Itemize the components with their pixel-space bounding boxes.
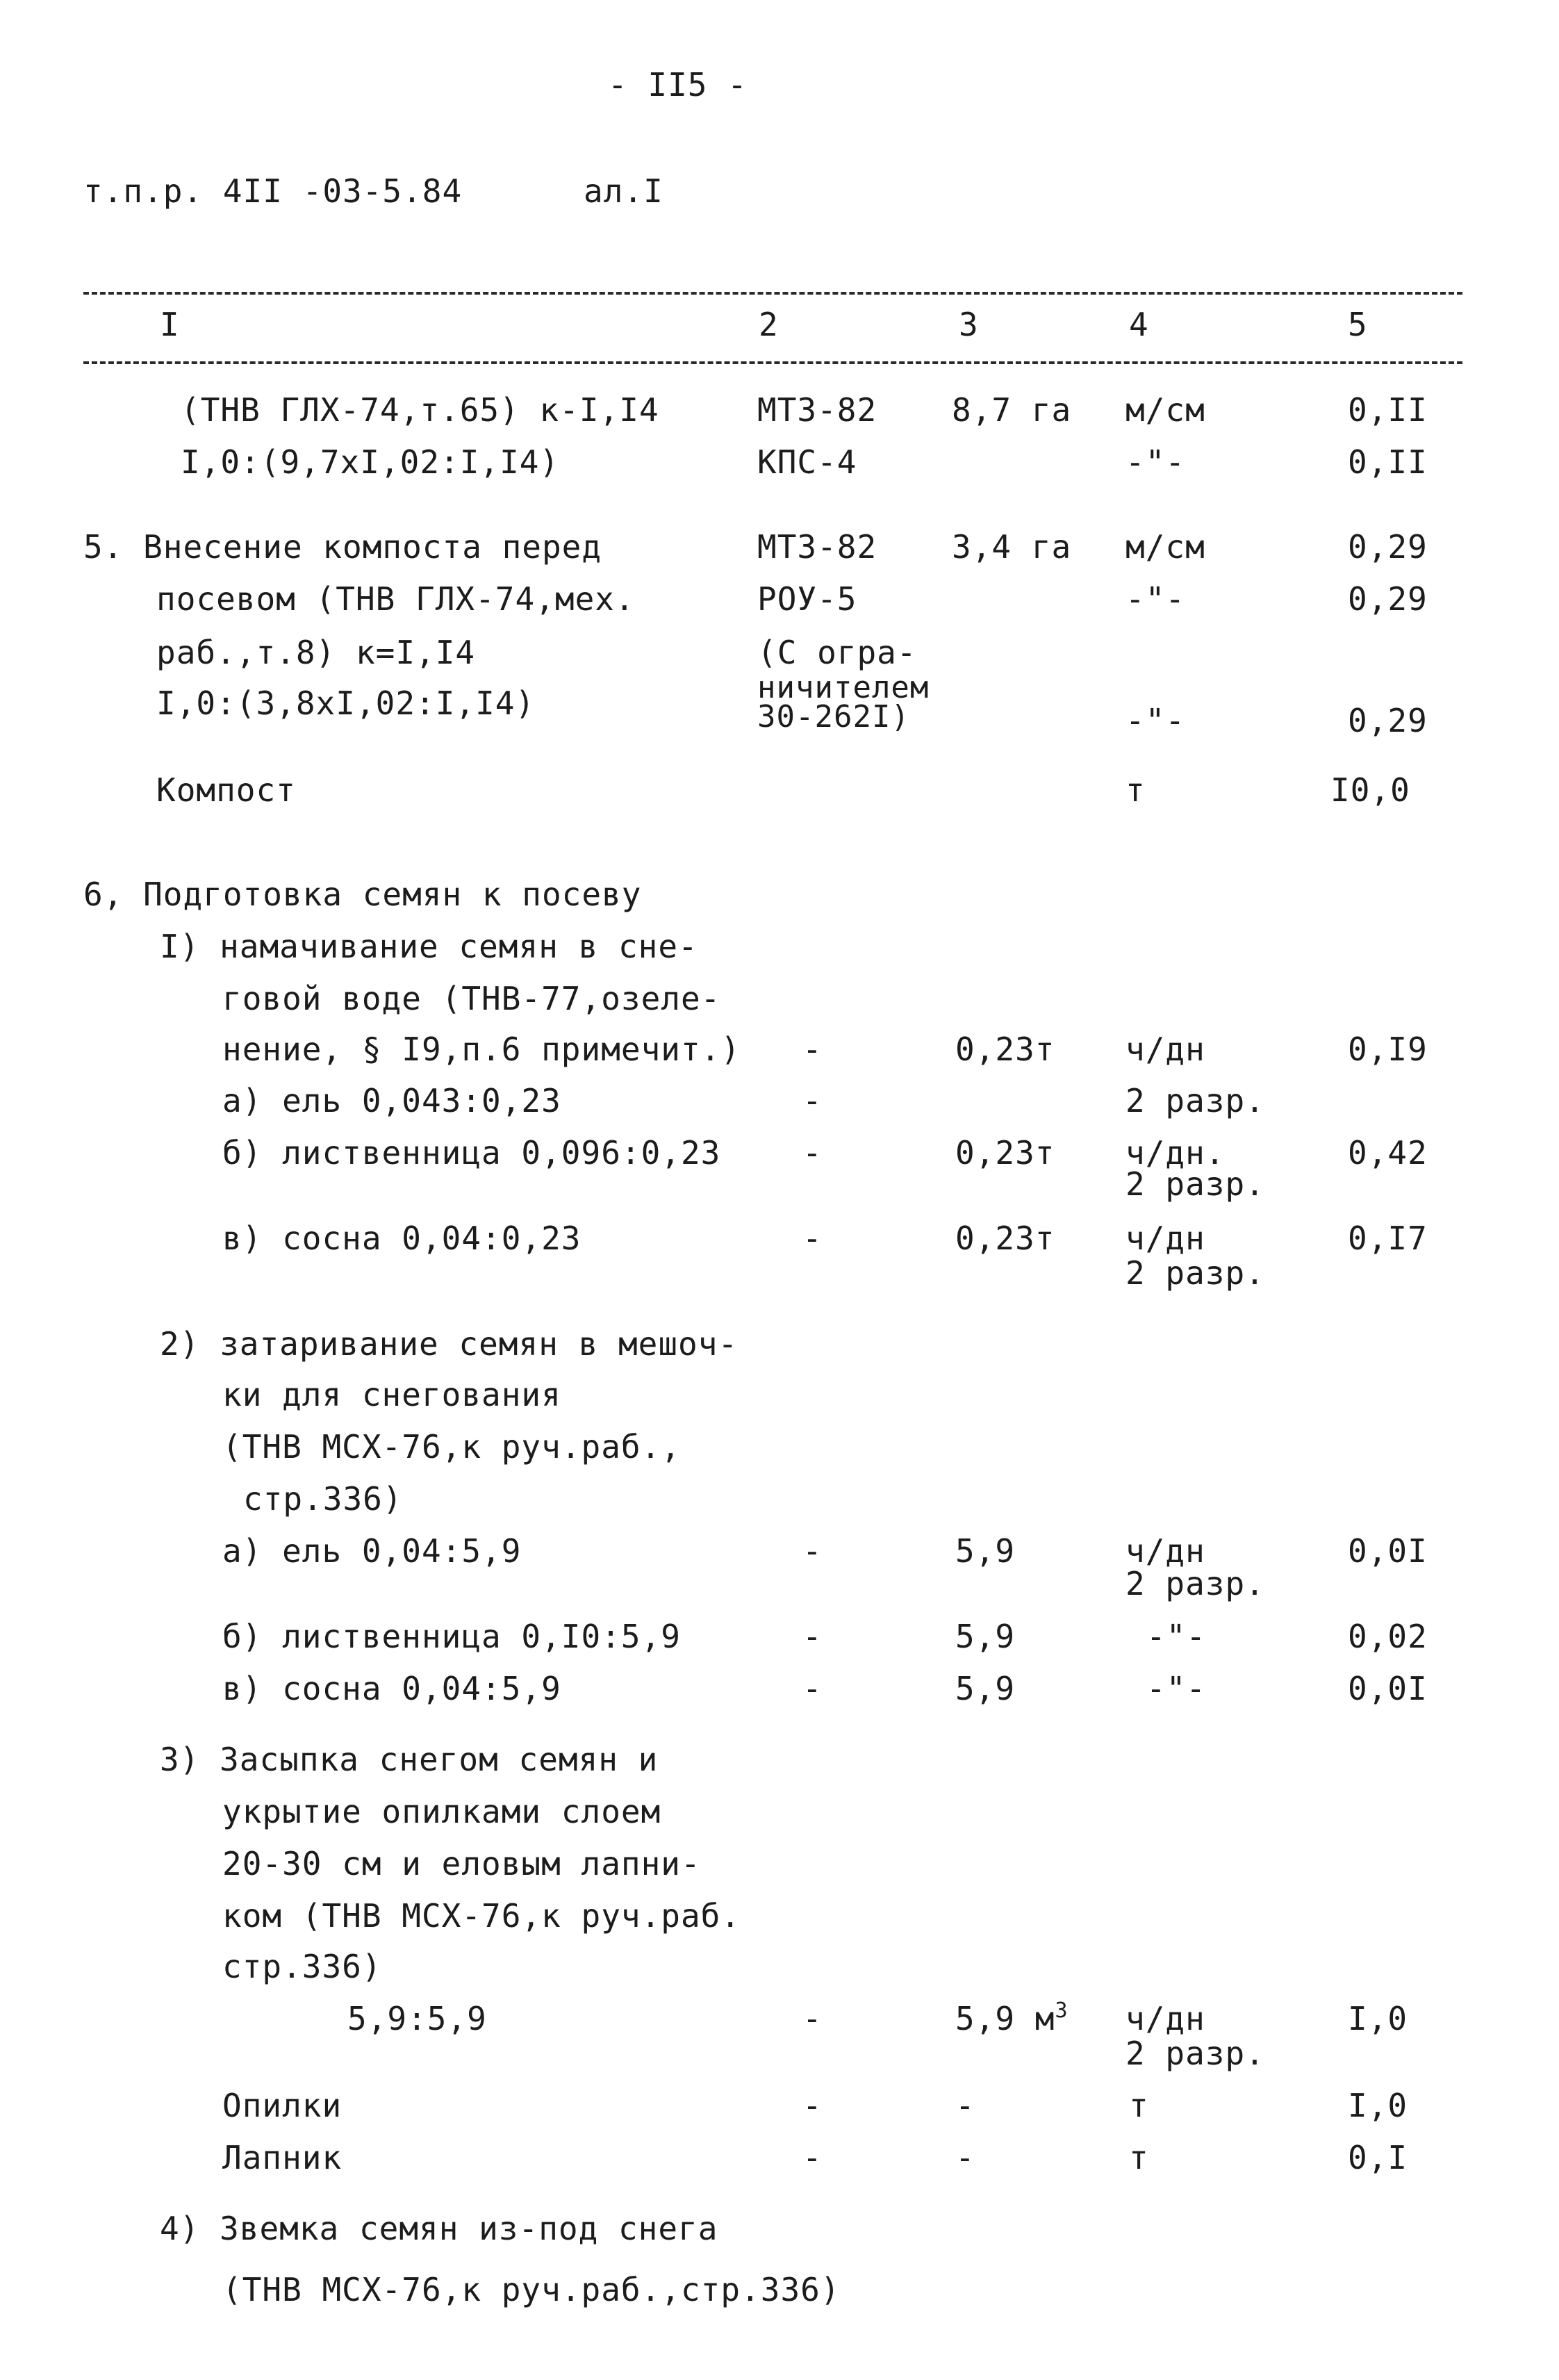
table-cell: раб.,т.8) к=I,I4 [156, 634, 476, 671]
table-cell: 0,0I [1348, 1670, 1428, 1707]
table-cell: - [802, 2087, 823, 2124]
table-cell: 0,02 [1348, 1618, 1428, 1655]
table-cell: ком (ТНВ МСХ-76,к руч.раб. [222, 1897, 741, 1935]
table-cell: -"- [1146, 1670, 1207, 1707]
table-cell: -"- [1125, 702, 1186, 739]
table-cell: в) сосна 0,04:0,23 [222, 1220, 581, 1257]
column-header-4: 4 [1129, 306, 1149, 343]
table-cell: м/см [1125, 528, 1205, 566]
table-cell: - [802, 1031, 823, 1068]
table-cell: т [1129, 2139, 1149, 2176]
table-cell: 3) Засыпка снегом семян и [160, 1741, 659, 1778]
table-cell: 0,42 [1348, 1134, 1428, 1172]
table-cell: (С огра- [757, 634, 917, 671]
column-header-2: 2 [759, 306, 779, 343]
table-cell: - [802, 1082, 823, 1119]
table-cell: МТЗ-82 [757, 391, 877, 429]
table-cell: I,0 [1348, 2087, 1408, 2124]
table-cell: 5,9 [955, 1670, 1016, 1707]
table-cell: - [802, 1532, 823, 1570]
table-cell: 20-30 см и еловым лапни- [222, 1845, 701, 1882]
table-cell: ч/дн [1125, 1220, 1205, 1257]
table-cell: -"- [1146, 1618, 1207, 1655]
table-cell: 0,23т [955, 1220, 1055, 1257]
table-cell: 0,I7 [1348, 1220, 1428, 1257]
table-cell: 2 разр. [1125, 1165, 1265, 1203]
sheet-label: ал.I [584, 172, 663, 210]
table-cell: ки для снегования [222, 1376, 561, 1413]
table-cell: - [802, 2139, 823, 2176]
table-cell: 2 разр. [1125, 1254, 1265, 1292]
table-cell: т [1129, 2087, 1149, 2124]
section-heading: 5. Внесение компоста перед [83, 528, 602, 566]
table-cell: 0,29 [1348, 528, 1428, 566]
column-header-3: 3 [959, 306, 979, 343]
table-cell: (ТНВ МСХ-76,к руч.раб., [222, 1428, 681, 1466]
table-cell: 0,II [1348, 391, 1428, 429]
table-cell: 5,9 [955, 1532, 1016, 1570]
table-cell: ч/дн [1125, 1031, 1205, 1068]
table-cell: Компост [156, 771, 296, 809]
table-cell: 5,9:5,9 [347, 2000, 487, 2037]
table-cell: (ТНВ ГЛХ-74,т.65) к-I,I4 [181, 391, 659, 429]
table-cell: 5,9 $м^3$ [955, 1999, 1069, 2037]
table-cell: КПС-4 [757, 443, 857, 481]
column-header-1: I [160, 306, 180, 343]
table-cell: 0,29 [1348, 580, 1428, 618]
table-cell: стр.336) [243, 1480, 403, 1518]
table-cell: - [802, 2000, 823, 2037]
table-cell: 2 разр. [1125, 1082, 1265, 1119]
table-cell: - [955, 2087, 975, 2124]
table-cell: 0,II [1348, 443, 1428, 481]
table-cell: ч/дн. [1125, 1134, 1226, 1172]
table-cell: 3,4 га [952, 528, 1072, 566]
table-cell: ч/дн [1125, 1532, 1205, 1570]
table-cell: 2 разр. [1125, 2035, 1265, 2072]
table-cell: - [802, 1220, 823, 1257]
table-header-rule [83, 361, 1462, 364]
table-cell: б) лиственница 0,096:0,23 [222, 1134, 721, 1172]
table-cell: в) сосна 0,04:5,9 [222, 1670, 561, 1707]
table-cell: 0,29 [1348, 702, 1428, 739]
table-cell: 0,I9 [1348, 1031, 1428, 1068]
table-cell: I,0:(9,7xI,02:I,I4) [181, 443, 560, 481]
table-cell: 4) Звемка семян из-под снега [160, 2210, 718, 2247]
table-cell: ничителем [757, 670, 930, 705]
table-cell: м/см [1125, 391, 1205, 429]
table-cell: б) лиственница 0,I0:5,9 [222, 1618, 681, 1655]
document-reference: т.п.р. 4II -03-5.84 [83, 172, 463, 210]
page-number: - II5 - [608, 66, 748, 104]
table-cell: 8,7 га [952, 391, 1072, 429]
table-cell: 0,23т [955, 1134, 1055, 1172]
table-cell: стр.336) [222, 1948, 382, 1985]
table-cell: Лапник [222, 2139, 343, 2176]
table-cell: - [802, 1134, 823, 1172]
table-cell: -"- [1125, 443, 1186, 481]
table-cell: I,0 [1348, 2000, 1408, 2037]
table-cell: РОУ-5 [757, 580, 857, 618]
table-cell: I0,0 [1330, 771, 1410, 809]
superscript: 3 [1055, 1999, 1069, 2023]
table-cell: Опилки [222, 2087, 343, 2124]
table-cell: 0,I [1348, 2139, 1408, 2176]
table-cell: 0,0I [1348, 1532, 1428, 1570]
table-cell: (ТНВ МСХ-76,к руч.раб.,стр.336) [222, 2271, 841, 2308]
column-header-5: 5 [1348, 306, 1368, 343]
table-cell: укрытие опилками слоем [222, 1793, 661, 1830]
table-cell: нение, § I9,п.6 примечит.) [222, 1031, 741, 1068]
table-cell: говой воде (ТНВ-77,озеле- [222, 980, 721, 1017]
table-cell: 0,23т [955, 1031, 1055, 1068]
table-cell: посевом (ТНВ ГЛХ-74,мех. [156, 580, 635, 618]
table-cell: 2 разр. [1125, 1565, 1265, 1602]
table-cell: 2) затаривание семян в мешоч- [160, 1325, 739, 1363]
table-cell: 5,9 [955, 1618, 1016, 1655]
table-cell: т [1125, 771, 1146, 809]
table-cell: - [955, 2139, 975, 2176]
table-cell: МТЗ-82 [757, 528, 877, 566]
table-cell: I,0:(3,8xI,02:I,I4) [156, 684, 536, 722]
table-cell: 30-262I) [757, 699, 910, 734]
table-cell: - [802, 1618, 823, 1655]
table-cell: - [802, 1670, 823, 1707]
table-top-rule [83, 292, 1462, 295]
section-heading: 6, Подготовка семян к посеву [83, 876, 642, 913]
table-cell: ч/дн [1125, 2000, 1205, 2037]
table-cell: I) намачивание семян в сне- [160, 928, 698, 965]
table-cell: -"- [1125, 580, 1186, 618]
table-cell: а) ель 0,043:0,23 [222, 1082, 561, 1119]
table-cell: а) ель 0,04:5,9 [222, 1532, 522, 1570]
